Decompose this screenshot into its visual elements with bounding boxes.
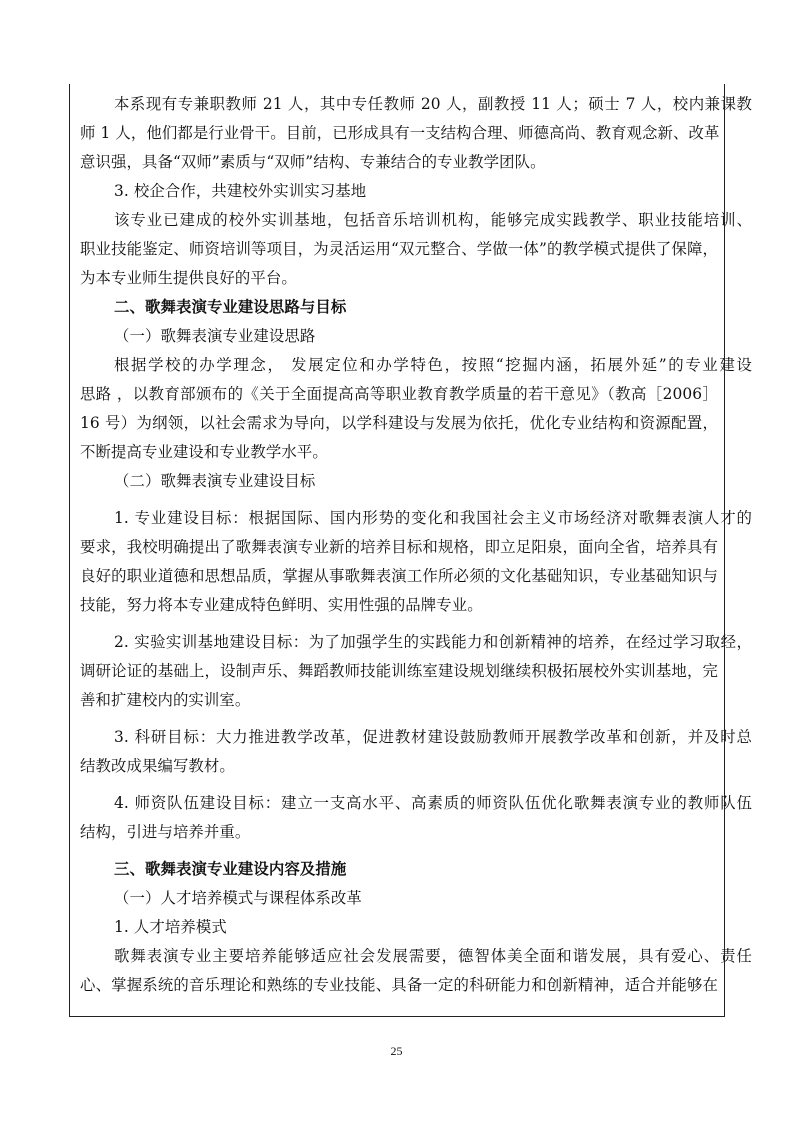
paragraph-line: 结构，引进与培养并重。 [80, 823, 251, 841]
paragraph-line: 该专业已建成的校外实训基地，包括音乐培训机构，能够完成实践教学、职业技能培训、 [114, 211, 752, 229]
paragraph-line: 3. 科研目标：大力推进教学改革，促进教材建设鼓励教师开展教学改革和创新，并及时总 [114, 728, 752, 746]
section-heading: 二、歌舞表演专业建设思路与目标 [114, 298, 347, 316]
paragraph-line: 1. 专业建设目标：根据国际、国内形势的变化和我国社会主义市场经济对歌舞表演人才的 [114, 509, 752, 527]
page-number: 25 [390, 1044, 403, 1058]
paragraph-line: 根据学校的办学理念， 发展定位和办学特色，按照“挖掘内涵，拓展外延”的专业建设 [114, 356, 752, 374]
section-subheading: （一）人才培养模式与课程体系改革 [114, 889, 362, 907]
paragraph-line: 师 1 人，他们都是行业骨干。目前，已形成具有一支结构合理、师德高尚、教育观念新、改革 [80, 124, 720, 142]
paragraph-line: 善和扩建校内的实训室。 [80, 691, 251, 709]
paragraph-line: 本系现有专兼职教师 21 人，其中专任教师 20 人，副教授 11 人；硕士 7 人，校内兼课教 [114, 95, 752, 113]
section-subheading: 1. 人才培养模式 [114, 918, 227, 936]
paragraph-line: 结教改成果编写教材。 [80, 757, 235, 775]
paragraph-line: 2. 实验实训基地建设目标：为了加强学生的实践能力和创新精神的培养，在经过学习取经， [114, 633, 752, 651]
paragraph-line: 16 号）为纲领，以社会需求为导向，以学科建设与发展为依托，优化专业结构和资源配置， [80, 414, 718, 432]
paragraph-line: 不断提高专业建设和专业教学水平。 [80, 443, 328, 461]
paragraph-line: 要求，我校明确提出了歌舞表演专业新的培养目标和规格，即立足阳泉，面向全省，培养具有 [80, 538, 718, 556]
paragraph-line: 为本专业师生提供良好的平台。 [80, 269, 297, 287]
document-body [80, 90, 752, 1000]
section-subheading: （二）歌舞表演专业建设目标 [114, 472, 316, 490]
paragraph-line: 歌舞表演专业主要培养能够适应社会发展需要，德智体美全面和谐发展，具有爱心、责任 [114, 947, 752, 965]
paragraph-line: 调研论证的基础上，设制声乐、舞蹈教师技能训练室建设规划继续积极拓展校外实训基地，完 [80, 662, 718, 680]
paragraph-line: 良好的职业道德和思想品质，掌握从事歌舞表演工作所必须的文化基础知识，专业基础知识与 [80, 567, 718, 585]
paragraph-line: 技能，努力将本专业建成特色鲜明、实用性强的品牌专业。 [80, 596, 483, 614]
section-subheading: 3. 校企合作，共建校外实训实习基地 [114, 182, 367, 200]
paragraph-line: 思路 ，以教育部颁布的《关于全面提高高等职业教育教学质量的若干意见》（教高［2006］ [80, 385, 718, 403]
paragraph-line: 职业技能鉴定、师资培训等项目，为灵活运用“双元整合、学做一体”的教学模式提供了保障， [80, 240, 718, 258]
paragraph-line: 4. 师资队伍建设目标：建立一支高水平、高素质的师资队伍优化歌舞表演专业的教师队伍 [114, 794, 752, 812]
paragraph-line: 意识强，具备“双师”素质与“双师”结构、专兼结合的专业教学团队。 [80, 153, 546, 171]
section-heading: 三、歌舞表演专业建设内容及措施 [114, 860, 347, 878]
paragraph-line: 心、掌握系统的音乐理论和熟练的专业技能、具备一定的科研能力和创新精神，适合并能够在 [80, 976, 718, 994]
section-subheading: （一）歌舞表演专业建设思路 [114, 327, 316, 345]
